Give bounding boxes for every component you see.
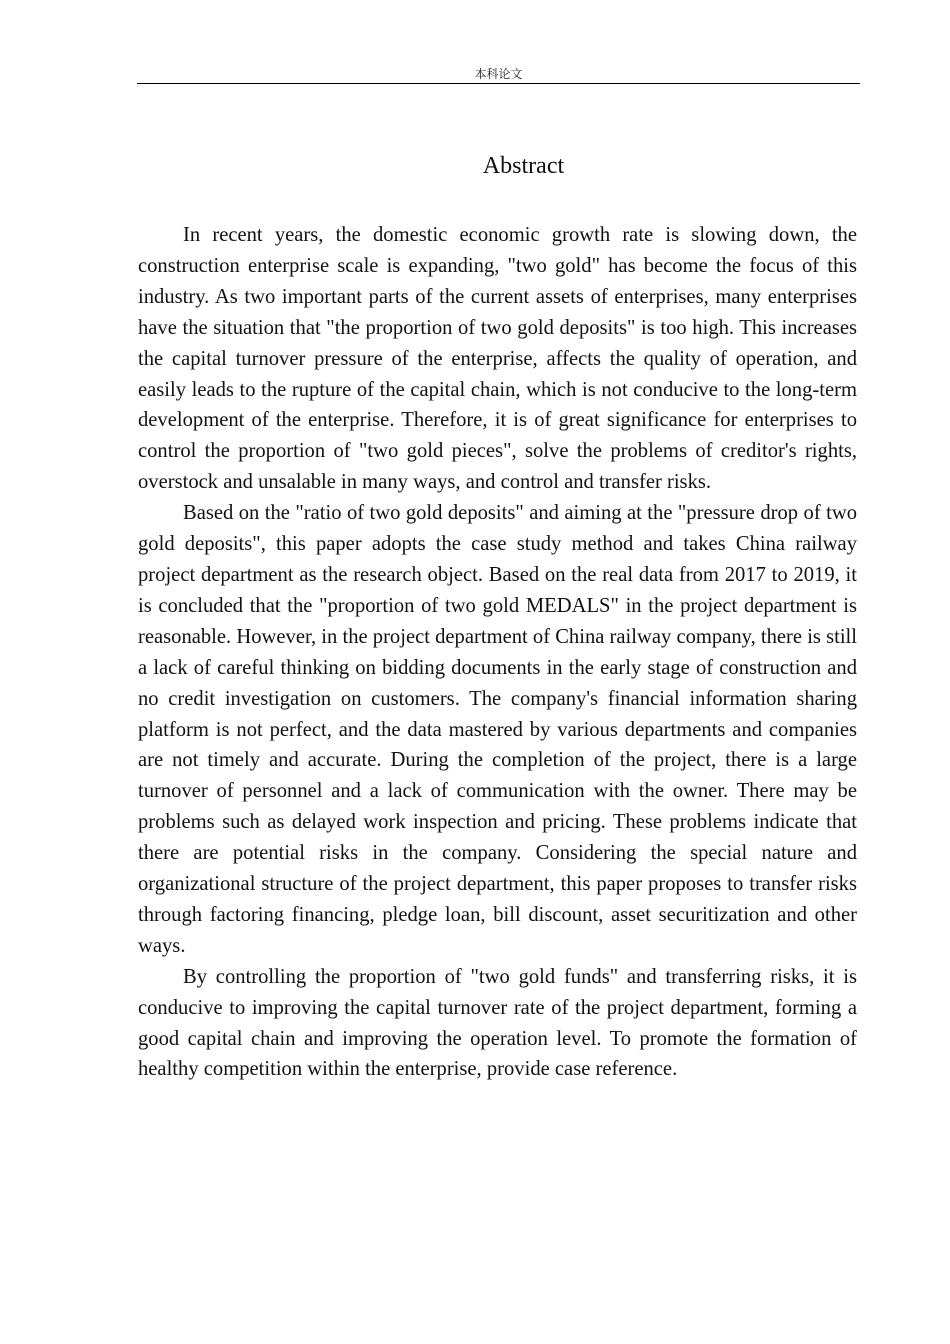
abstract-paragraph-3: By controlling the proportion of "two gold funds" and transferring risks, it is conducive to improving the capital turnover rate of the project department, forming a good capital chain and improving the operation level. To promote the formation of healthy competition within the enterprise, provide case reference. <box>138 965 857 1081</box>
header-rule <box>137 83 860 84</box>
abstract-paragraph-1: In recent years, the domestic economic growth rate is slowing down, the construction enterprise scale is expanding, "two gold" has become the focus of this industry. As two important parts of the current assets of enterprises, many enterprises have the situation that "the proportion of two gold deposits" is too high. This increases the capital turnover pressure of the enterprise, affects the quality of operation, and easily leads to the rupture of the capital chain, which is not conducive to the long-term development of the enterprise. Therefore, it is of great significance for enterprises to control the proportion of "two gold pieces", solve the problems of creditor's rights, overstock and unsalable in many ways, and control and transfer risks. <box>138 224 857 494</box>
running-header: 本科论文 <box>474 67 523 81</box>
abstract-body <box>138 220 857 1085</box>
abstract-paragraph-2: Based on the "ratio of two gold deposits" and aiming at the "pressure drop of two gold deposits", this paper adopts the case study method and takes China railway project department as the research object. Based on the real data from 2017 to 2019, it is concluded that the "proportion of two gold MEDALS" in the project department is reasonable. However, in the project department of China railway company, there is still a lack of careful thinking on bidding documents in the early stage of construction and no credit investigation on customers. The company's financial information sharing platform is not perfect, and the data mastered by various departments and companies are not timely and accurate. During the completion of the project, there is a large turnover of personnel and a lack of communication with the owner. There may be problems such as delayed work inspection and pricing. These problems indicate that there are potential risks in the company. Considering the special nature and organizational structure of the project department, this paper proposes to transfer risks through factoring financing, pledge loan, bill discount, asset securitization and other ways. <box>138 502 857 957</box>
page-title: Abstract <box>482 153 565 179</box>
